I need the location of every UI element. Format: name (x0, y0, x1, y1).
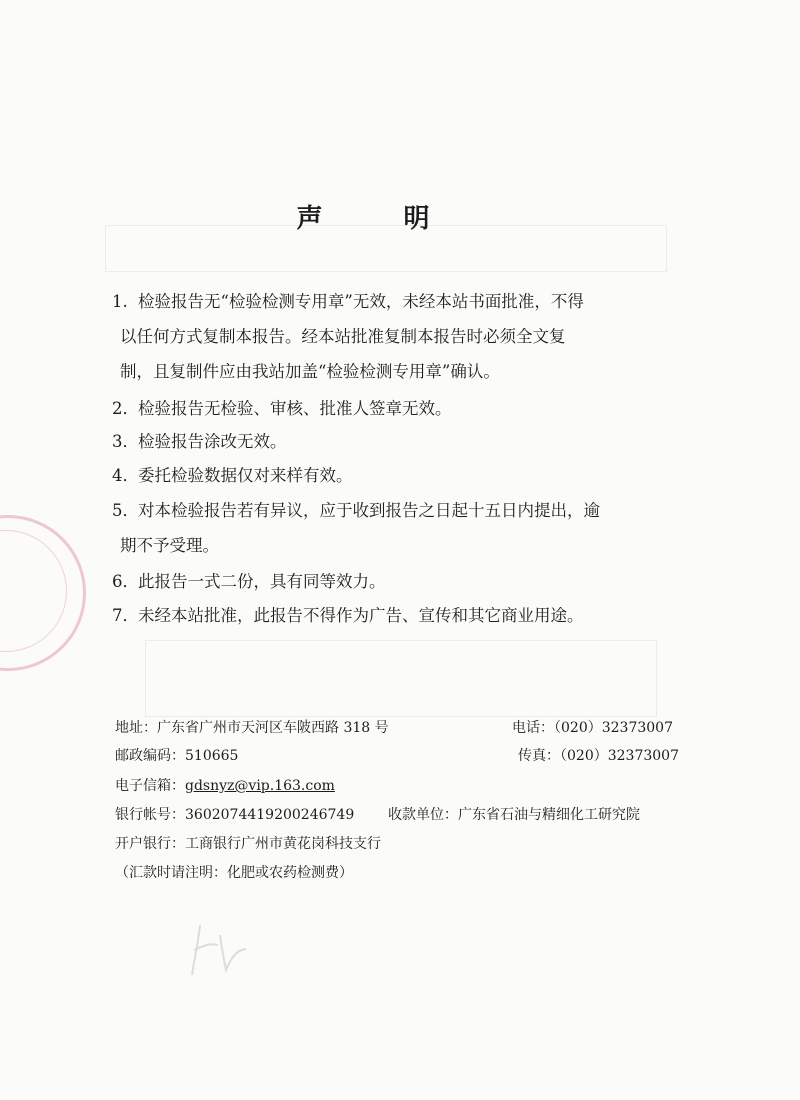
email-link[interactable]: gdsnyz@vip.163.com (185, 778, 335, 794)
clause-2: 2．检验报告无检验、审核、批准人签章无效。 (112, 392, 452, 426)
email-label: 电子信箱： (115, 778, 185, 794)
clause-6: 6．此报告一式二份，具有同等效力。 (112, 565, 386, 599)
clause-4-number: 4． (112, 466, 139, 485)
page-title: 声 明 (296, 204, 466, 234)
clause-5-number: 5． (112, 501, 139, 520)
phone-line: 电话：（020）32373007 (512, 720, 673, 736)
address-line: 地址：广东省广州市天河区车陂西路 318 号 (115, 720, 389, 736)
clause-3-number: 3． (112, 432, 139, 451)
clause-3: 3．检验报告涂改无效。 (112, 425, 287, 459)
clause-6-number: 6． (112, 572, 139, 591)
payee-line: 收款单位：广东省石油与精细化工研究院 (388, 807, 640, 823)
clause-2-number: 2． (112, 399, 139, 418)
clause-1-line-1: 1. 检验报告无“检验检测专用章”无效，未经本站书面批准，不得 (112, 285, 584, 319)
clause-7-number: 7． (112, 606, 139, 625)
clause-5-line-2: 期不予受理。 (120, 536, 219, 555)
postcode-line: 邮政编码：510665 (115, 748, 239, 764)
fax-line: 传真：（020）32373007 (518, 748, 679, 764)
email-line (115, 776, 335, 796)
bank-account-line: 银行帐号：3602074419200246749 (115, 807, 355, 823)
remit-note-line: （汇款时请注明：化肥或农药检测费） (115, 865, 353, 881)
clause-5-line-1: 5．对本检验报告若有异议，应于收到报告之日起十五日内提出，逾 (112, 494, 600, 528)
clause-1-number: 1. (112, 292, 128, 311)
bank-line: 开户银行：工商银行广州市黄花岗科技支行 (115, 836, 381, 852)
clause-1-line-3: 制，且复制件应由我站加盖“检验检测专用章”确认。 (120, 362, 500, 381)
clause-7: 7．未经本站批准，此报告不得作为广告、宣传和其它商业用途。 (112, 599, 584, 633)
clause-4: 4．委托检验数据仅对来样有效。 (112, 459, 353, 493)
handwriting-mark (180, 915, 260, 985)
red-seal-stamp (0, 515, 86, 671)
clause-1-line-2: 以任何方式复制本报告。经本站批准复制本报告时必须全文复 (120, 327, 566, 346)
ghost-table-bottom (145, 640, 657, 717)
